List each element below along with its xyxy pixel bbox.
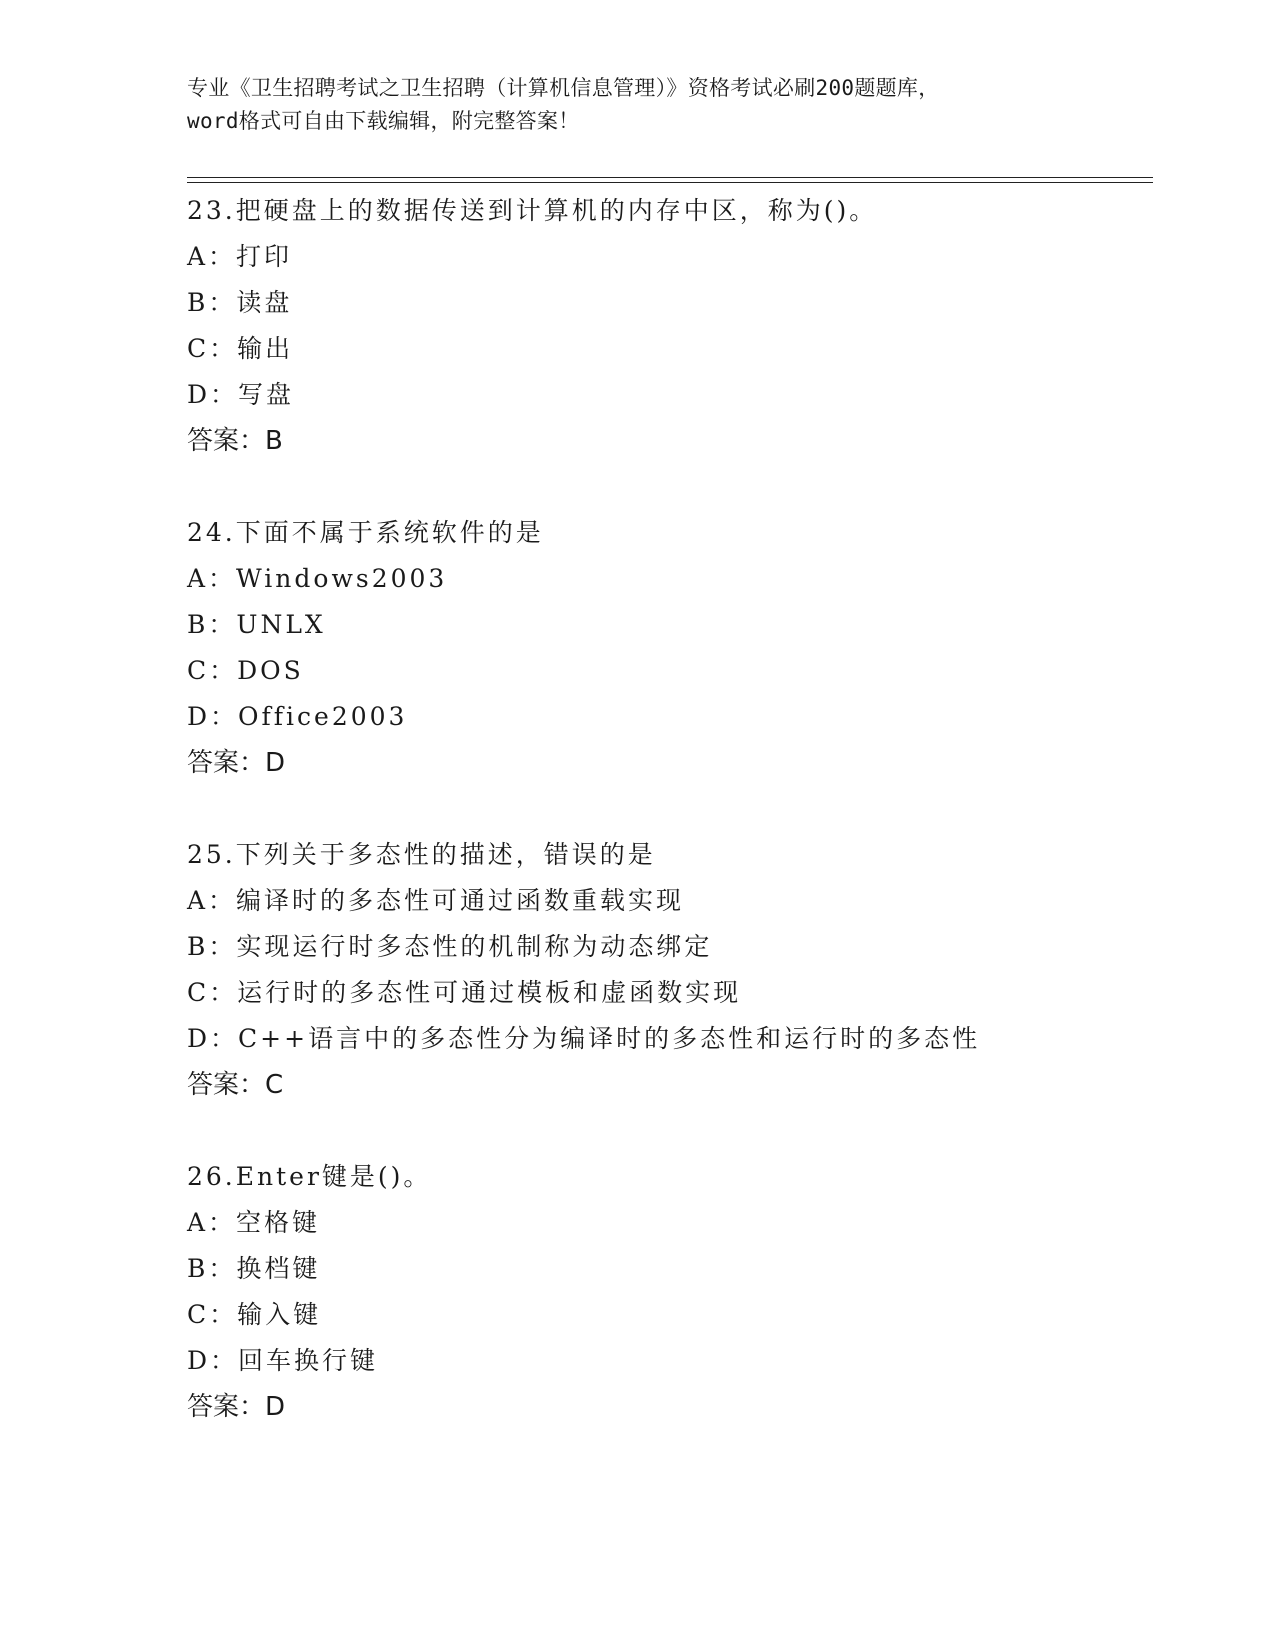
header-divider-bottom	[187, 182, 1153, 183]
header-divider-top	[187, 177, 1153, 178]
option-a: A：空格键	[187, 1208, 321, 1237]
option-d: D：C++语言中的多态性分为编译时的多态性和运行时的多态性	[187, 1024, 981, 1053]
answer-line: 答案：D	[187, 748, 286, 778]
option-b: B：实现运行时多态性的机制称为动态绑定	[187, 932, 713, 961]
question-stem: 25.下列关于多态性的描述，错误的是	[187, 840, 656, 869]
document-header	[187, 72, 1087, 138]
option-b: B：UNLX	[187, 610, 326, 639]
option-c: C：输出	[187, 334, 294, 363]
header-line-2: word格式可自由下载编辑，附完整答案！	[187, 109, 580, 133]
option-a: A：Windows2003	[187, 564, 448, 593]
question-list	[187, 188, 1187, 1476]
option-a: A：打印	[187, 242, 293, 271]
question-23	[187, 188, 1187, 464]
question-stem: 24.下面不属于系统软件的是	[187, 518, 544, 547]
header-line-1: 专业《卫生招聘考试之卫生招聘（计算机信息管理）》资格考试必刷200题题库，	[187, 76, 940, 100]
option-d: D：回车换行键	[187, 1346, 379, 1375]
answer-line: 答案：D	[187, 1392, 286, 1422]
question-26	[187, 1154, 1187, 1430]
option-b: B：换档键	[187, 1254, 321, 1283]
answer-line: 答案：B	[187, 426, 283, 456]
question-stem: 23.把硬盘上的数据传送到计算机的内存中区，称为()。	[187, 196, 878, 225]
option-b: B：读盘	[187, 288, 293, 317]
option-d: D：Office2003	[187, 702, 408, 731]
question-24	[187, 510, 1187, 786]
option-c: C：运行时的多态性可通过模板和虚函数实现	[187, 978, 742, 1007]
option-d: D：写盘	[187, 380, 295, 409]
option-c: C：DOS	[187, 656, 304, 685]
answer-line: 答案：C	[187, 1070, 284, 1100]
option-a: A：编译时的多态性可通过函数重载实现	[187, 886, 685, 915]
question-25	[187, 832, 1187, 1108]
question-stem: 26.Enter键是()。	[187, 1162, 432, 1191]
option-c: C：输入键	[187, 1300, 322, 1329]
